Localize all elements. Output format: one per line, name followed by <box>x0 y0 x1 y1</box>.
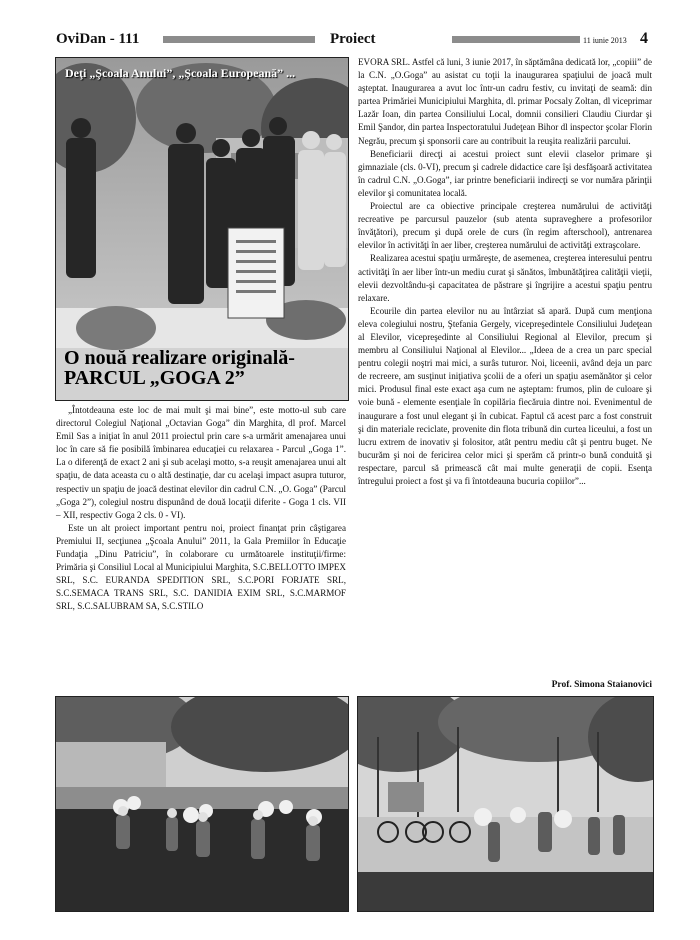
park-photo <box>357 696 654 912</box>
header-rule-right <box>452 36 580 43</box>
article-paragraph: „Întotdeauna este loc de mai mult şi mai bine”, este motto-ul sub care directorul Colegiul Naţional „Octavian Goga” din Marghita, dl prof. Marcel Emil Sas a iniţiat în anul 2011 proiectul prin care s-a urmărit amenajarea unui loc în care să fie posibilă îmbinarea educaţiei cu relaxarea - Parcul „Goga 1”. La o diferenţă de exact 2 ani şi sub acelaşi motto, s-a reuşit amenajarea unui alt spaţiu, de data aceasta cu o altă destinaţie, dar cu acelaşi impact asupra tuturor, respectiv un spaţiu de joacă destinat elevilor din cadrul C.N. „O. Goga” (Parcul „Goga 2”), colegiul nostru dispunând de două locaţii diferite - Goga 1 cls. VII – XII, respectiv Goga 2 cls. 0 - VI). <box>56 405 346 520</box>
article-paragraph: Proiectul are ca obiective principale creşterea numărului de activităţi recreative pe parcursul pauzelor (sub atenta supraveghere a profesorilor învăţători), precum şi după orele de curs (în regim afterschool), antrenarea elevilor în activităţi în aer liber, creşterea numărului de activităţi extraşcolare. <box>358 201 652 251</box>
article-headline: O nouă realizare originală- PARCUL „GOGA 2” <box>64 347 295 389</box>
article-column-left <box>56 404 346 614</box>
author-signature: Prof. Simona Staianovici <box>551 680 652 690</box>
article-paragraph: Beneficiarii direcţi ai acestui proiect sunt elevii claselor primare şi gimnaziale (cls. 0-VI), precum şi cadrele didactice care îşi desfăşoară activitatea în cadrul C.N. „O.Goga”, iar printre beneficiarii indirecţi se vor număra părinţii elevilor şi comunitatea locală. <box>358 148 652 198</box>
article-paragraph: Ecourile din partea elevilor nu au întârziat să apară. După cum menţiona eleva colegiului nostru, Ştefania Gergely, vicepreşedintele Consiliului Judeţean al Elevilor, vicepreşedinte al Consiliului Regional al Elevilor, precum şi membru al Consiliului Naţional al Elevilor... „Ideea de a crea un parc special pentru colegii noştri mai mici, a surâs tuturor. Noi, liceenii, având deja un parc de recreere, am susţinut iniţiativa şcolii de a oferi un spaţiu asemănător şi celor mici. Produsul final este exact aşa cum ne aşteptam: frumos, plin de culoare şi voie bună - elemente esenţiale în copilăria fiecăruia dintre noi. Evenimentul de inaugurare a fost unul elegant şi în cubicat. Faptul că acest parc a fost construit şi din materiale reciclate, provenite din flota tribună din curtea liceului, a fost un lucru extrem de inovativ şi folositor, atât pentru mediu cât şi pentru buget. Ne bucurăm şi noi de fericirea celor mici şi sperăm că printr-o bună conduită şi respectare, parcul să primească cât mai multe generaţii de copii. Esenţa întregului proiect a fost şi va fi întotdeauna bucuria copiilor”... <box>358 305 652 486</box>
page-number: 4 <box>640 30 648 47</box>
article-paragraph: Realizarea acestui spaţiu urmăreşte, de asemenea, creşterea interesului pentru activităţi în aer liber într-un mediu curat şi sănătos, îmbunătăţirea calităţii vieţii, elevii dezvoltându-şi capacitatea de păstrare şi îngrijire a acestui spaţiu pentru relaxare. <box>358 253 652 303</box>
header-rule-left <box>163 36 315 43</box>
section-title: Proiect <box>330 31 376 47</box>
inauguration-photo <box>55 57 349 401</box>
article-paragraph: EVORA SRL. Astfel că luni, 3 iunie 2017, în săptămâna dedicată lor, „copiii” de la C.N. „O.Goga” au asistat cu toţii la inaugurarea spaţiului de joacă mult aşteptat. Inaugurarea a avut loc într-un cadru festiv, cu invitaţi de seamă: din partea Primăriei Municipiului Marghita, dl. primar Pocsaly Zoltan, dl viceprimar Lazăr Ioan, din partea Consiliului Local, domnii consilieri Claudiu Ciurdar şi Emil Şandor, din partea Inspectoratului Judeţean Bihor dl inspector şcolar Florin Negrău, precum şi sponsorii care au contribuit la reuşita realizării parcului. <box>358 57 652 146</box>
cheerleaders-photo <box>55 696 349 912</box>
cheerleaders-photo-image <box>56 697 348 911</box>
park-photo-image <box>358 697 653 911</box>
photo-overlay-caption: Deţi „Şcoala Anului”, „Şcoala Europeană” ... <box>65 66 296 80</box>
article-paragraph: Este un alt proiect important pentru noi, proiect finanţat prin câştigarea Premiului II, secţiunea „Şcoala Anului” 2011, la Gala Premiilor în Educaţie Fundaţia „Dinu Patriciu”, în colaborare cu următoarele instituţii/firme: Primăria şi Consiliul Local al Municipiului Marghita, S.C.BELLOTTO IMPEX SRL, S.C. EURANDA SPEDITION SRL, S.C.PORI FORJATE SRL, S.C.SEMACA TRANS SRL, S.C. DANIDIA EXIM SRL, S.C.MARMOF SRL, S.C.SALUBRAM SA, S.C.STILO <box>56 522 346 612</box>
issue-date: 11 iunie 2013 <box>583 36 627 45</box>
newspaper-name: OviDan - 111 <box>56 31 140 47</box>
article-column-right <box>358 56 652 488</box>
